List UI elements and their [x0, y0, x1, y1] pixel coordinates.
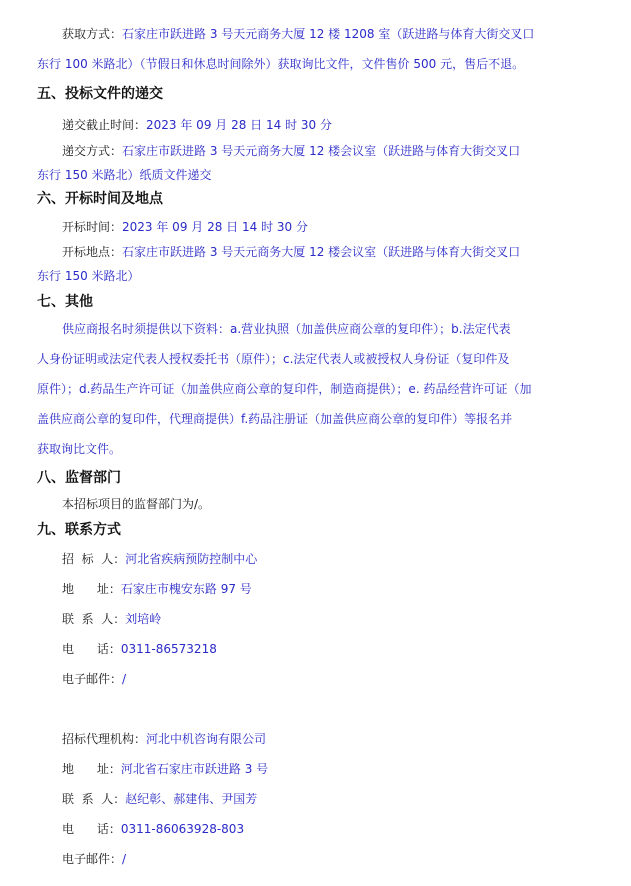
agency-row — [62, 761, 268, 777]
contact-label: 电 话： — [62, 642, 121, 656]
opening-place-label: 开标地点： — [62, 245, 123, 259]
contact-value: 石家庄市槐安东路 97 号 — [120, 582, 252, 596]
contact-value: / — [122, 852, 127, 866]
section-5-heading: 五、投标文件的递交 — [37, 86, 163, 102]
other-line: 供应商报名时须提供以下资料：a.营业执照（加盖供应商公章的复印件）；b.法定代表 — [62, 322, 511, 336]
tenderer-row — [62, 611, 161, 627]
other-line: 获取询比文件。 — [37, 442, 122, 456]
agency-row — [62, 791, 257, 807]
agency-row — [62, 731, 266, 747]
contact-label: 招标代理机构： — [62, 732, 147, 746]
other-line: 人身份证明或法定代表人授权委托书（原件）；c.法定代表人或被授权人身份证（复印件及 — [37, 352, 510, 366]
submission-method-line — [62, 143, 520, 159]
contact-value: 刘培岭 — [125, 612, 162, 626]
contact-value: / — [122, 672, 127, 686]
submission-deadline-line — [62, 117, 332, 133]
section-6-heading: 六、开标时间及地点 — [37, 191, 163, 207]
contact-label: 招 标 人： — [62, 552, 126, 566]
other-line: 盖供应商公章的复印件，代理商提供）f.药品注册证（加盖供应商公章的复印件）等报名并 — [37, 412, 513, 426]
purchase-method-continuation: 东行 100 米路北）（节假日和休息时间除外）获取询比文件，文件售价 500 元，售后不退。 — [37, 57, 525, 71]
tenderer-row — [62, 551, 257, 567]
tenderer-row — [62, 581, 252, 597]
section-7-heading: 七、其他 — [37, 294, 93, 310]
opening-time-value: 2023 年 09 月 28 日 14 时 30 分 — [122, 220, 308, 234]
purchase-method-text: 石家庄市跃进路 3 号天元商务大厦 12 楼 1208 室（跃进路与体育大街交叉口 — [122, 27, 535, 41]
contact-value: 0311-86063928-803 — [120, 822, 245, 836]
section-9-heading: 九、联系方式 — [37, 522, 121, 538]
submission-deadline-value: 2023 年 09 月 28 日 14 时 30 分 — [146, 118, 332, 132]
agency-row — [62, 821, 244, 837]
contact-label: 电 话： — [62, 822, 121, 836]
contact-value: 河北省疾病预防控制中心 — [125, 552, 258, 566]
contact-label: 地 址： — [62, 582, 121, 596]
contact-label: 地 址： — [62, 762, 121, 776]
tenderer-row — [62, 641, 217, 657]
opening-place-continuation: 东行 150 米路北） — [37, 269, 140, 283]
purchase-method-line — [62, 26, 534, 42]
contact-label: 电子邮件： — [62, 672, 123, 686]
contact-value: 0311-86573218 — [120, 642, 217, 656]
contact-value: 河北中机咨询有限公司 — [146, 732, 267, 746]
agency-row — [62, 851, 126, 867]
supervision-text: 本招标项目的监督部门为/。 — [62, 497, 211, 511]
purchase-method-label: 获取方式： — [62, 27, 123, 41]
submission-method-text: 石家庄市跃进路 3 号天元商务大厦 12 楼会议室（跃进路与体育大街交叉口 — [122, 144, 521, 158]
opening-place-text: 石家庄市跃进路 3 号天元商务大厦 12 楼会议室（跃进路与体育大街交叉口 — [122, 245, 521, 259]
tenderer-row — [62, 671, 126, 687]
opening-time-line — [62, 219, 308, 235]
contact-value: 赵纪彰、郝建伟、尹国芳 — [125, 792, 258, 806]
contact-label: 联 系 人： — [62, 612, 126, 626]
section-8-heading: 八、监督部门 — [37, 470, 121, 486]
contact-label: 联 系 人： — [62, 792, 126, 806]
submission-deadline-label: 递交截止时间： — [62, 118, 147, 132]
submission-method-continuation: 东行 150 米路北）纸质文件递交 — [37, 168, 212, 182]
opening-place-line — [62, 244, 520, 260]
contact-value: 河北省石家庄市跃进路 3 号 — [120, 762, 269, 776]
submission-method-label: 递交方式： — [62, 144, 123, 158]
contact-label: 电子邮件： — [62, 852, 123, 866]
opening-time-label: 开标时间： — [62, 220, 123, 234]
other-line: 原件）；d.药品生产许可证（加盖供应商公章的复印件，制造商提供）；e. 药品经营许可证（加 — [37, 382, 532, 396]
